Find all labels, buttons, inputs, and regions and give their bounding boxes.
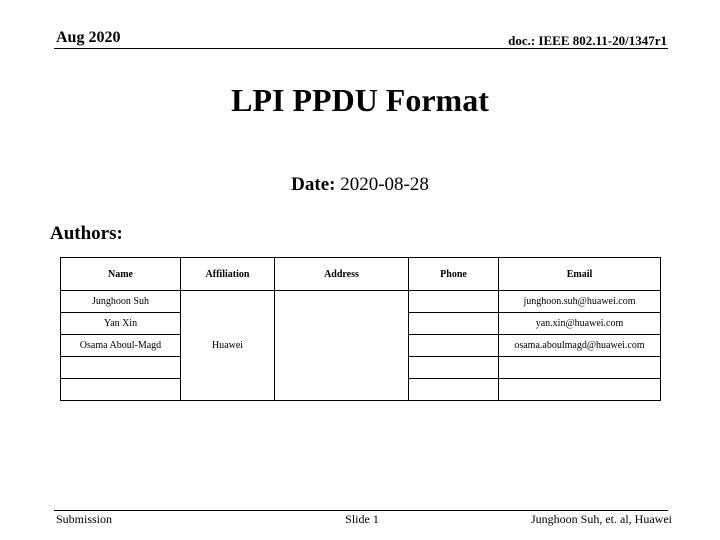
header-date: Aug 2020: [56, 29, 121, 46]
footer-submission: Submission: [56, 512, 113, 526]
author-name-cell: Osama Aboul-Magd: [61, 335, 181, 357]
email-cell: [499, 379, 661, 401]
phone-cell: [409, 335, 499, 357]
author-name-cell: [61, 379, 181, 401]
affiliation-cell: Huawei: [181, 291, 275, 401]
email-cell: [499, 357, 661, 379]
column-header-affiliation: Affiliation: [181, 258, 275, 291]
column-header-email: Email: [499, 258, 661, 291]
slide-title: LPI PPDU Format: [231, 82, 489, 118]
phone-cell: [409, 357, 499, 379]
footer-slide-number: Slide 1: [345, 512, 379, 526]
email-cell: junghoon.suh@huawei.com: [499, 291, 661, 313]
date-label: Date:: [291, 174, 336, 195]
footer-divider: [54, 510, 668, 511]
email-cell: yan.xin@huawei.com: [499, 313, 661, 335]
date-line: [0, 173, 720, 197]
column-header-phone: Phone: [409, 258, 499, 291]
authors-table: [60, 257, 661, 401]
column-header-address: Address: [275, 258, 409, 291]
phone-cell: [409, 313, 499, 335]
date-value: 2020-08-28: [340, 174, 429, 195]
email-cell: osama.aboulmagd@huawei.com: [499, 335, 661, 357]
table-header-row: [61, 258, 661, 291]
address-cell: [275, 291, 409, 401]
authors-heading: Authors:: [50, 223, 123, 244]
author-name-cell: Junghoon Suh: [61, 291, 181, 313]
table-row: [61, 291, 661, 313]
author-name-cell: Yan Xin: [61, 313, 181, 335]
author-name-cell: [61, 357, 181, 379]
phone-cell: [409, 379, 499, 401]
phone-cell: [409, 291, 499, 313]
footer-authors: Junghoon Suh, et. al, Huawei: [531, 512, 672, 526]
header-divider: [54, 48, 668, 49]
column-header-name: Name: [61, 258, 181, 291]
header-doc-id: doc.: IEEE 802.11-20/1347r1: [508, 33, 667, 48]
